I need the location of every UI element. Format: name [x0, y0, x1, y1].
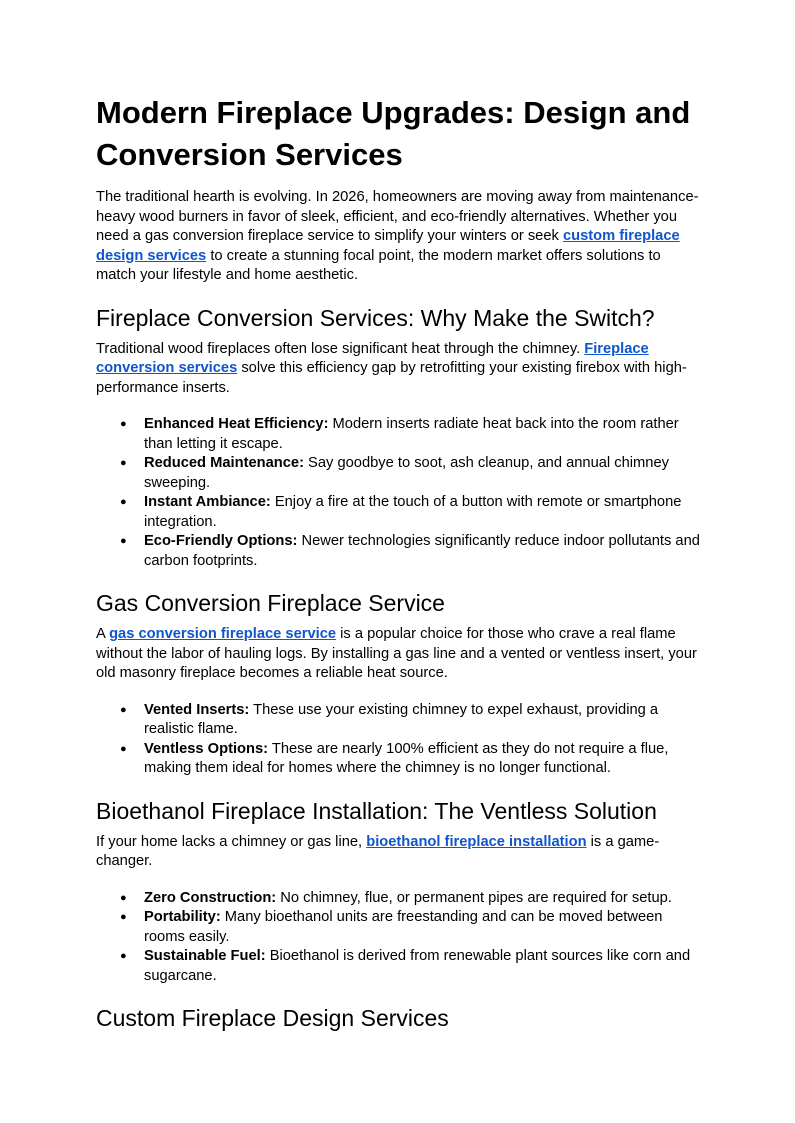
gas-conversion-link[interactable]: gas conversion fireplace service: [109, 626, 337, 642]
bioethanol-installation-link[interactable]: bioethanol fireplace installation: [366, 833, 587, 850]
page-title: [96, 92, 702, 176]
bioethanol-benefits-list: [96, 889, 702, 987]
custom-design-heading: Custom Fireplace Design Services: [96, 1005, 449, 1031]
gas-options-list: [96, 701, 702, 779]
conversion-paragraph: Traditional wood fireplaces often lose significant heat through the chimney. Fireplace conversion services solve this efficiency gap by retrofitting your existing firebox with high-performance inserts.: [96, 340, 687, 396]
bioethanol-paragraph: If your home lacks a chimney or gas line, bioethanol fireplace installation is a game-changer.: [96, 833, 660, 869]
title-line-1: Modern Fireplace Upgrades: Design and: [96, 95, 691, 130]
gas-heading: Gas Conversion Fireplace Service: [96, 590, 445, 616]
list-item: ● Eco-Friendly Options: Newer technologies significantly reduce indoor pollutants and carbon footprints.: [96, 532, 702, 571]
bioethanol-heading: Bioethanol Fireplace Installation: The Ventless Solution: [96, 797, 657, 824]
list-item: ● Portability: Many bioethanol units are freestanding and can be moved between rooms easily.: [96, 908, 702, 947]
list-item: ● Enhanced Heat Efficiency: Modern inserts radiate heat back into the room rather than letting it escape.: [96, 415, 702, 454]
intro-paragraph: The traditional hearth is evolving. In 2026, homeowners are moving away from maintenance-heavy wood burners in favor of sleek, efficient, and eco-friendly alternatives. Whether you need a gas conversion fireplace service to simplify your winters or seek custom fireplace design services to create a stunning focal point, the modern market offers solutions to match your lifestyle and home aesthetic.: [96, 189, 699, 283]
list-item: ● Vented Inserts: These use your existing chimney to expel exhaust, providing a realistic flame.: [96, 701, 702, 740]
conversion-heading: Fireplace Conversion Services: Why Make the Switch?: [96, 304, 655, 331]
list-item: ● Zero Construction: No chimney, flue, or permanent pipes are required for setup.: [96, 889, 702, 909]
conversion-benefits-list: [96, 415, 702, 571]
list-item: ● Instant Ambiance: Enjoy a fire at the touch of a button with remote or smartphone integration.: [96, 493, 702, 532]
title-line-2: Conversion Services: [96, 137, 403, 172]
list-item: ● Reduced Maintenance: Say goodbye to soot, ash cleanup, and annual chimney sweeping.: [96, 454, 702, 493]
conversion-services-link[interactable]: Fireplace conversion services: [96, 340, 649, 376]
custom-design-link[interactable]: custom fireplace design services: [96, 228, 680, 264]
list-item: ● Ventless Options: These are nearly 100% efficient as they do not require a flue, making them ideal for homes where the chimney is no longer functional.: [96, 740, 702, 779]
document-content: [96, 92, 702, 1033]
list-item: ● Sustainable Fuel: Bioethanol is derived from renewable plant sources like corn and sugarcane.: [96, 947, 702, 986]
gas-paragraph: A gas conversion fireplace service is a popular choice for those who crave a real flame without the labor of hauling logs. By installing a gas line and a vented or ventless insert, your old masonry fireplace becomes a reliable heat source.: [96, 626, 697, 681]
